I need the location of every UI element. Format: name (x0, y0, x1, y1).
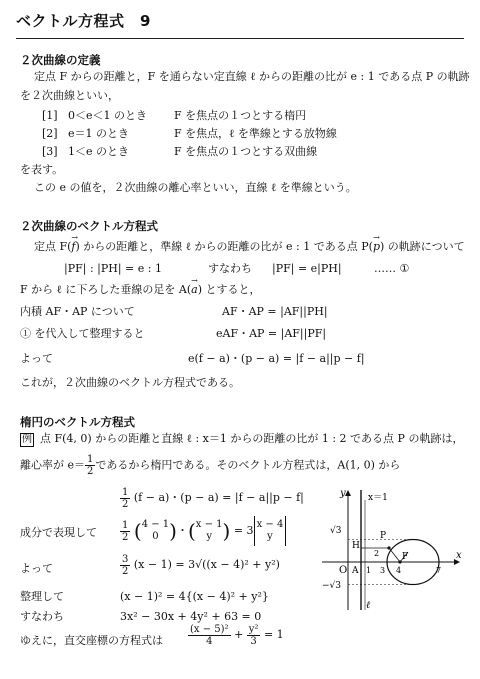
cartesian-term-1: $\frac{\text{(x − 5)²}}{4}$ (190, 623, 229, 647)
section-heading-ellipse: 楕円のベクトル方程式 (20, 415, 135, 429)
perpendicular-foot-line (20, 283, 260, 297)
expanded-equation: 3x² − 30x + 4y² + 63 = 0 (120, 610, 262, 623)
case-2-num: [2] (42, 127, 58, 140)
step-1-equation (120, 486, 304, 510)
vector-intro-part-3: ) の軌跡について (380, 240, 465, 253)
case-3-num: [3] (42, 145, 58, 158)
vector-f: → f (71, 240, 75, 254)
example-text-1: 点 F(4, 0) からの距離と直線 ℓ : x＝1 からの距離の比が 1 : 2 である点 P の軌跡は， (40, 432, 464, 445)
cartesian-label: ゆえに，直交座標の方程式は (20, 634, 163, 647)
ell-label: ℓ (366, 600, 371, 611)
organize-label: 整理して (20, 590, 64, 603)
point-p (387, 546, 390, 549)
example-line-2 (20, 454, 400, 477)
step-1-coef (120, 487, 130, 510)
point-h-label: H (352, 541, 360, 551)
definition-text-3: を表す。 (20, 163, 64, 176)
step-1-coef-n: 1 (122, 486, 129, 498)
tick-2-label: 2 (374, 549, 380, 558)
perpendicular-part-2: ) とすると， (197, 283, 261, 296)
step-3-eq-text: (x − 1) = 3√((x − 4)² + y²) (133, 558, 280, 571)
point-p-label: P (380, 531, 387, 541)
directrix-label: x＝1 (368, 493, 388, 503)
case-3-desc: F を焦点の１つとする双曲線 (174, 145, 318, 158)
example-text-2b: であるから楕円である。そのベクトル方程式は，A(1, 0) から (95, 458, 401, 472)
ratio-equation: |PF| : |PH| = e : 1 (64, 262, 162, 275)
vector-ap-components: x − 1 y (195, 519, 223, 542)
vector-af-components: 4 − 1 0 (141, 519, 170, 542)
eccentricity-numerator: 1 (87, 454, 94, 465)
organize-equation: (x − 1)² = 4{(x − 4)² + y²} (120, 590, 269, 603)
section-heading-definition: ２次曲線の定義 (20, 53, 101, 67)
components-label: 成分で表現して (20, 526, 97, 539)
dot-product-label: 内積 AF・AP について (20, 305, 135, 318)
case-1-desc: F を焦点の１つとする楕円 (174, 109, 307, 122)
distance-equation: |PF| = e|PH| (272, 262, 342, 275)
definition-text-2: を２次曲線といい， (20, 89, 119, 102)
step-1-coef-d: 2 (122, 498, 129, 510)
vector-equation-result: e(f − a)・(p − a) = |f − a||p − f| (188, 352, 365, 365)
ellipse-graph (314, 486, 464, 616)
vector-intro-part-2: ) からの距離と，準線 ℓ からの距離の比が e : 1 である点 P( (75, 240, 373, 253)
example-line-1 (20, 432, 463, 447)
vector-intro-line (34, 240, 465, 254)
vector-equation-conclusion: これが，２次曲線のベクトル方程式である。 (20, 376, 240, 389)
vector-p: → p (373, 240, 380, 254)
vector-pf-components: x − 4 y (256, 519, 284, 542)
components-equation: $\frac{1}{2}$ ( 4 − 1 0 )・( x − 1 y ) = 3 x − 4 y (120, 516, 286, 546)
components-rhs: = 3 (233, 524, 254, 537)
x-axis-label: x (456, 550, 462, 561)
step-1-eq-text: (f − a)・(p − a) = |f − a||p − f| (133, 491, 304, 504)
case-2-cond: e＝1 のとき (68, 127, 130, 140)
definition-text-4: この e の値を，２次曲線の離心率といい，直線 ℓ を準線という。 (34, 181, 357, 194)
cartesian-equation (188, 622, 284, 648)
example-text-2a: 離心率が e＝ (20, 458, 86, 472)
example-badge: 例 (22, 434, 32, 445)
segment-pf (389, 548, 400, 562)
y-axis-arrow-icon (345, 490, 351, 496)
point-a-label: A (352, 566, 359, 576)
tick-1-label: 1 (366, 566, 372, 575)
sunawachi-label-2: すなわち (20, 610, 64, 623)
therefore-label-2: よって (20, 562, 53, 575)
cartesian-rhs: = 1 (263, 628, 284, 641)
cartesian-term-2: $\frac{\text{y²}}{3}$ (248, 623, 259, 647)
substitute-label: ① を代入して整理すると (20, 327, 145, 340)
page-title: ベクトル方程式 9 (16, 12, 151, 30)
step-2-coef: $\frac{1}{2}$ (122, 519, 129, 543)
sqrt3-top-label: √3 (330, 526, 342, 536)
title-divider (16, 38, 464, 39)
origin-label: O (339, 565, 348, 576)
y-axis-label: y (340, 488, 346, 499)
definition-text-1: 定点 F からの距離と，F を通らない定直線 ℓ からの距離の比が e : 1 である点 P の軌跡 (34, 70, 470, 83)
dot-product-equation: AF・AP = |AF||PH| (222, 305, 328, 318)
tick-3-label: 3 (380, 566, 386, 575)
step-3-coef: $\frac{3}{2}$ (122, 553, 129, 577)
plus-sign: + (234, 628, 244, 641)
tick-4-label: 4 (396, 566, 402, 575)
case-3-cond: 1＜e のとき (68, 145, 130, 158)
case-1-cond: 0＜e＜1 のとき (68, 109, 148, 122)
substitute-equation: eAF・AP = |AF||PF| (216, 327, 327, 340)
section-heading-vector-equation: ２次曲線のベクトル方程式 (20, 219, 158, 233)
case-1-num: [1] (42, 109, 58, 122)
tick-7-label: 7 (436, 566, 442, 575)
therefore-label-1: よって (20, 352, 53, 365)
vector-intro-part-1: 定点 F( (34, 240, 72, 253)
point-f-label: F (402, 552, 409, 562)
equation-number-1: …… ① (374, 262, 410, 275)
case-2-desc: F を焦点，ℓ を準線とする放物線 (174, 127, 337, 140)
sqrt3-bottom-label: −√3 (322, 581, 342, 591)
eccentricity-denominator: 2 (87, 466, 94, 477)
perpendicular-part-1: F から ℓ に下ろした垂線の足を A( (20, 283, 192, 296)
sunawachi-text: すなわち (208, 262, 252, 275)
eccentricity-fraction (85, 454, 95, 477)
vector-a: → a (191, 283, 198, 297)
step-3-equation (120, 552, 280, 578)
